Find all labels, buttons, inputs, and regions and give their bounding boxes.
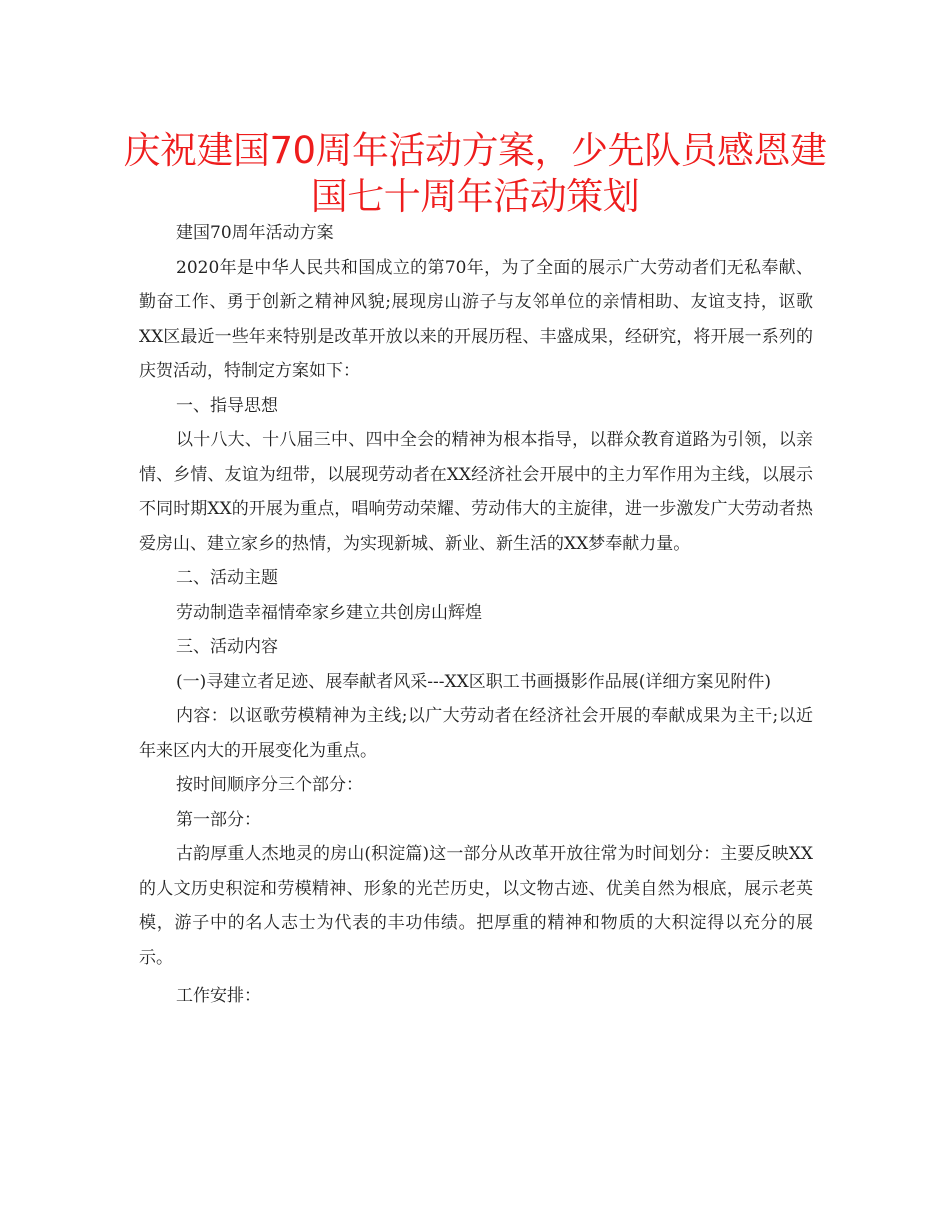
section-heading-activity-theme: 二、活动主题 bbox=[176, 568, 278, 588]
paragraph-guiding-thought: 以十八大、十八届三中、四中全会的精神为根本指导，以群众教育道路为引领，以亲情、乡情、友谊为纽带，以展现劳动者在XX经济社会开展中的主力军作用为主线，以展示不同时期XX的开展为重点，唱响劳动荣耀、劳动伟大的主旋律，进一步激发广大劳动者热爱房山、建立家乡的热情，为实现新城、新业、新生活的XX梦奉献力量。 bbox=[139, 430, 813, 554]
paragraph-intro: 2020年是中华人民共和国成立的第70年，为了全面的展示广大劳动者们无私奉献、勤奋工作、勇于创新之精神风貌;展现房山游子与友邻单位的亲情相助、友谊支持，讴歌XX区最近一些年来特别是改革开放以来的开展历程、丰盛成果，经研究，将开展一系列的庆贺活动，特制定方案如下： bbox=[139, 257, 813, 381]
paragraph-three-parts: 按时间顺序分三个部分： bbox=[176, 775, 363, 795]
paragraph-exhibition: (一)寻建立者足迹、展奉献者风采---XX区职工书画摄影作品展(详细方案见附件) bbox=[176, 671, 771, 692]
document-body bbox=[139, 216, 813, 1014]
section-heading-guiding-thought: 一、指导思想 bbox=[176, 395, 278, 416]
paragraph-content: 内容：以讴歌劳模精神为主线;以广大劳动者在经济社会开展的奉献成果为主干;以近年来区内大的开展变化为重点。 bbox=[139, 706, 813, 761]
paragraph-part-one-description: 古韵厚重人杰地灵的房山(积淀篇)这一部分从改革开放往常为时间划分：主要反映XX的人文历史积淀和劳模精神、形象的光芒历史，以文物古迹、优美自然为根底，展示老英模，游子中的名人志士为代表的丰功伟绩。把厚重的精神和物质的大积淀得以充分的展示。 bbox=[139, 844, 813, 968]
paragraph-activity-theme: 劳动制造幸福情牵家乡建立共创房山辉煌 bbox=[176, 602, 482, 623]
section-heading-activity-content: 三、活动内容 bbox=[176, 637, 278, 657]
paragraph-part-one: 第一部分： bbox=[176, 809, 261, 830]
document-title: 庆祝建国70周年活动方案，少先队员感恩建国七十周年活动策划 bbox=[123, 129, 827, 218]
paragraph-work-arrangement: 工作安排： bbox=[176, 986, 261, 1006]
paragraph-plan-heading: 建国70周年活动方案 bbox=[176, 223, 334, 243]
